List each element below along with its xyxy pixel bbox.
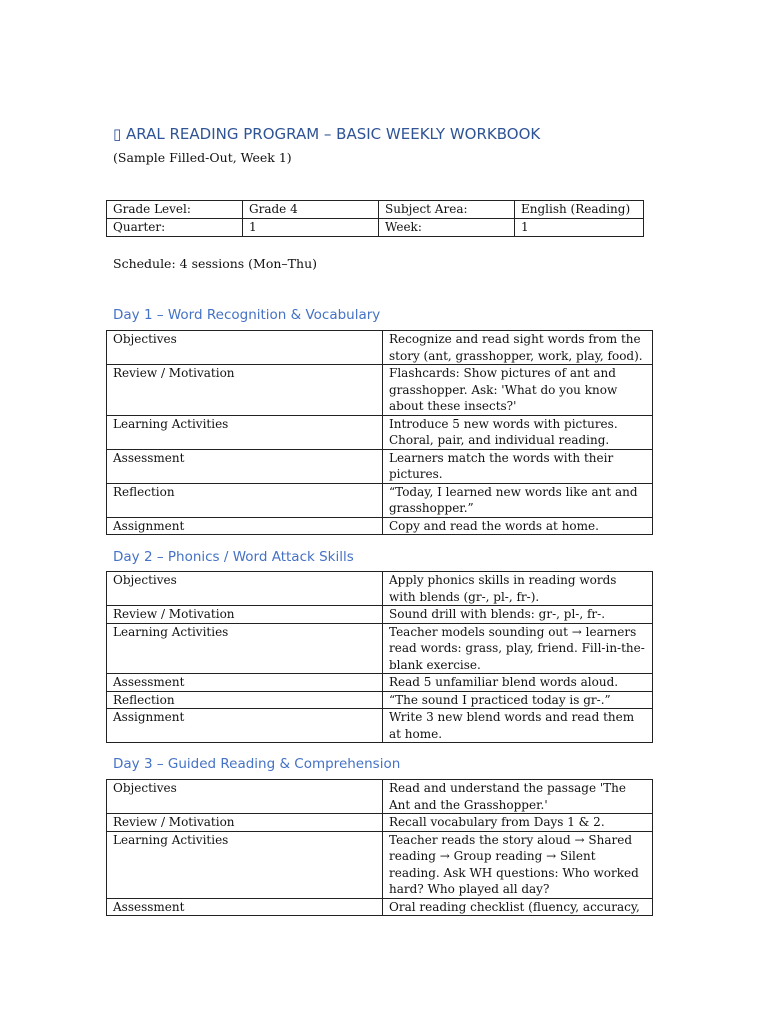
quarter-label: Quarter:	[107, 219, 243, 237]
table-row	[107, 691, 653, 709]
table-row	[107, 572, 653, 606]
schedule-text: Schedule: 4 sessions (Mon–Thu)	[113, 256, 317, 271]
row-label: Reflection	[107, 483, 383, 517]
table-row	[107, 415, 653, 449]
table-row	[107, 517, 653, 535]
table-row	[107, 674, 653, 692]
table-row	[107, 483, 653, 517]
day-3-heading: Day 3 – Guided Reading & Comprehension	[113, 756, 401, 772]
table-row	[107, 201, 644, 219]
row-label: Review / Motivation	[107, 606, 383, 624]
row-value: “The sound I practiced today is gr-.”	[383, 691, 653, 709]
row-value: Oral reading checklist (fluency, accuracy,	[383, 898, 653, 916]
table-row	[107, 331, 653, 365]
row-label: Assessment	[107, 898, 383, 916]
row-label: Objectives	[107, 780, 383, 814]
row-value: Read 5 unfamiliar blend words aloud.	[383, 674, 653, 692]
subject-area-label: Subject Area:	[379, 201, 515, 219]
table-row	[107, 831, 653, 898]
day-1-heading: Day 1 – Word Recognition & Vocabulary	[113, 307, 381, 323]
row-label: Learning Activities	[107, 623, 383, 674]
row-value: Teacher reads the story aloud → Shared reading → Group reading → Silent reading. Ask WH questions: Who worked hard? Who played all day?	[383, 831, 653, 898]
row-value: Write 3 new blend words and read them at home.	[383, 709, 653, 743]
row-label: Assessment	[107, 674, 383, 692]
info-table	[106, 200, 644, 237]
day-2-table	[106, 571, 653, 743]
day-3-table	[106, 779, 653, 916]
row-value: Recall vocabulary from Days 1 & 2.	[383, 814, 653, 832]
row-label: Learning Activities	[107, 831, 383, 898]
row-value: Apply phonics skills in reading words with blends (gr-, pl-, fr-).	[383, 572, 653, 606]
row-value: Introduce 5 new words with pictures. Choral, pair, and individual reading.	[383, 415, 653, 449]
subject-area-value: English (Reading)	[515, 201, 644, 219]
row-value: Sound drill with blends: gr-, pl-, fr-.	[383, 606, 653, 624]
table-row	[107, 365, 653, 416]
table-row	[107, 780, 653, 814]
table-row	[107, 814, 653, 832]
row-label: Reflection	[107, 691, 383, 709]
row-label: Assignment	[107, 709, 383, 743]
row-label: Objectives	[107, 572, 383, 606]
document-subtitle: (Sample Filled-Out, Week 1)	[113, 150, 292, 165]
table-row	[107, 709, 653, 743]
row-value: Copy and read the words at home.	[383, 517, 653, 535]
row-value: Recognize and read sight words from the story (ant, grasshopper, work, play, food).	[383, 331, 653, 365]
day-2-heading: Day 2 – Phonics / Word Attack Skills	[113, 549, 354, 565]
document-title: ▯ ARAL READING PROGRAM – BASIC WEEKLY WORKBOOK	[113, 125, 541, 143]
row-label: Objectives	[107, 331, 383, 365]
row-label: Review / Motivation	[107, 365, 383, 416]
week-value: 1	[515, 219, 644, 237]
row-value: Read and understand the passage 'The Ant and the Grasshopper.'	[383, 780, 653, 814]
table-row	[107, 606, 653, 624]
row-value: “Today, I learned new words like ant and grasshopper.”	[383, 483, 653, 517]
row-label: Assessment	[107, 449, 383, 483]
grade-level-label: Grade Level:	[107, 201, 243, 219]
table-row	[107, 898, 653, 916]
day-1-table	[106, 330, 653, 535]
table-row	[107, 623, 653, 674]
row-label: Assignment	[107, 517, 383, 535]
table-row	[107, 449, 653, 483]
grade-level-value: Grade 4	[243, 201, 379, 219]
row-value: Learners match the words with their pictures.	[383, 449, 653, 483]
row-value: Teacher models sounding out → learners read words: grass, play, friend. Fill-in-the-blank exercise.	[383, 623, 653, 674]
quarter-value: 1	[243, 219, 379, 237]
row-label: Review / Motivation	[107, 814, 383, 832]
week-label: Week:	[379, 219, 515, 237]
row-label: Learning Activities	[107, 415, 383, 449]
row-value: Flashcards: Show pictures of ant and grasshopper. Ask: 'What do you know about these insects?'	[383, 365, 653, 416]
table-row	[107, 219, 644, 237]
